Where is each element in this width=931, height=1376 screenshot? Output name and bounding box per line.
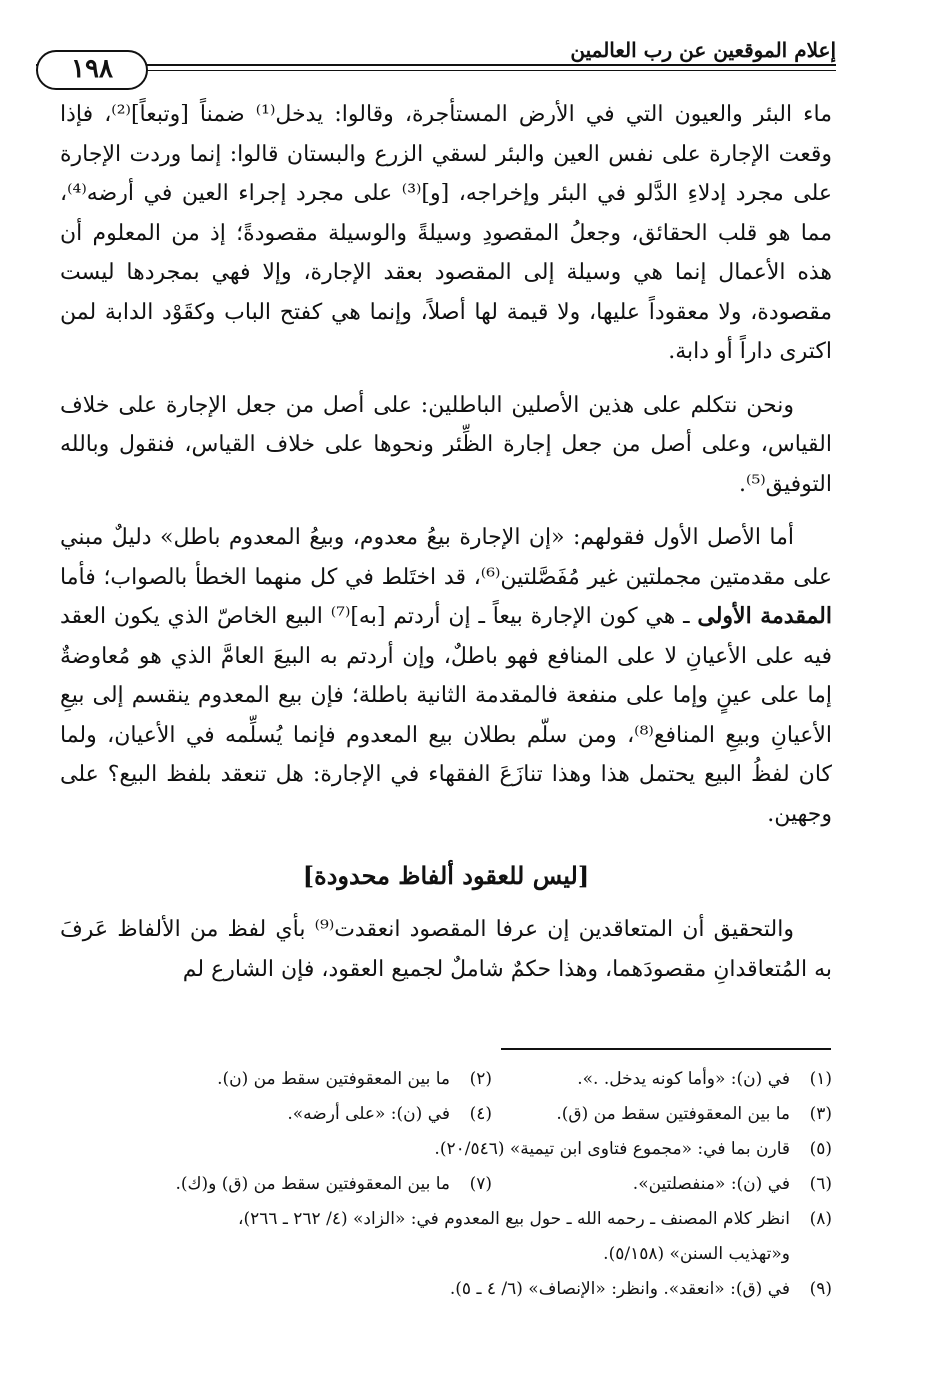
footnote-row xyxy=(60,1202,832,1237)
footnote-2 xyxy=(152,1062,492,1097)
footnote-row xyxy=(60,1167,832,1202)
footnote-separator xyxy=(501,1048,831,1050)
header-rule-thin xyxy=(36,70,836,71)
page-header xyxy=(36,30,836,90)
footnote-text: في (ن): «وأما كونه يدخل. .». xyxy=(577,1069,790,1089)
footnote-text: ما بين المعقوفتين سقط من (ق) و(ك). xyxy=(175,1174,450,1194)
footnote-number: (٤) xyxy=(469,1104,492,1124)
footnote-text: و«تهذيب السنن» (٥/١٥٨). xyxy=(603,1244,790,1264)
footnote-1 xyxy=(492,1062,832,1097)
footnote-number: (٧) xyxy=(469,1174,492,1194)
footnote-number: (٦) xyxy=(809,1174,832,1194)
footnote-7 xyxy=(152,1167,492,1202)
footnote-3 xyxy=(492,1097,832,1132)
footnote-text: في (ن): «منفصلتين». xyxy=(632,1174,790,1194)
footnote-8 xyxy=(60,1202,832,1237)
footnote-number: (٥) xyxy=(809,1139,832,1159)
footnote-row xyxy=(60,1097,832,1132)
paragraph-3 xyxy=(60,518,832,834)
footnote-number: (٢) xyxy=(469,1069,492,1089)
footnote-text: في (ن): «على أرضه». xyxy=(287,1104,450,1124)
footnote-9 xyxy=(60,1272,832,1307)
footnote-row xyxy=(60,1132,832,1167)
paragraph-3-part-b: ـ هي كون الإجارة بيعاً ـ إن أردتم [به]⁽⁷⁾ البيع الخاصّ الذي يكون العقد فيه على الأعيانِ لا على المنافع فهو باطلٌ، وإن أردتم به البيعَ العامَّ الذي هو مُعاوضةٌ إما على عينٍ وإما على منفعة فالمقدمة الثانية باطلة؛ فإن بيع المعدوم ينقسم إلى بيعِ الأعيانِ وبيعِ المنافع⁽⁸⁾، ومن سلّم بطلان بيع المعدوم فإنما يُسلِّمه في الأعيان، ولما كان لفظُ البيع يحتمل هذا وهذا تنازَعَ الفقهاء في الإجارة: هل تنعقد بلفظ البيع؟ على وجهين. xyxy=(60,604,832,827)
footnote-text: في (ق): «انعقد». وانظر: «الإنصاف» (٦/ ٤ ـ ٥). xyxy=(449,1279,790,1299)
footnote-text: قارن بما في: «مجموع فتاوى ابن تيمية» (٢٠/٥٤٦). xyxy=(434,1139,790,1159)
footnote-8-continuation xyxy=(60,1237,832,1272)
paragraph-4: والتحقيق أن المتعاقدين إن عرفا المقصود انعقدت⁽⁹⁾ بأي لفظ من الألفاظ عَرفَ به المُتعاقدانِ مقصودَهما، وهذا حكمٌ شاملٌ لجميع العقود، فإن الشارع لم xyxy=(60,917,832,982)
book-title: إعلام الموقعين عن رب العالمين xyxy=(570,38,836,62)
paragraph-2: ونحن نتكلم على هذين الأصلين الباطلين: على أصل من جعل الإجارة على خلاف القياس، وعلى أصل من جعل إجارة الظِّئر ونحوها على خلاف القياس، فنقول وبالله التوفيق⁽⁵⁾. xyxy=(60,392,832,497)
footnote-text: ما بين المعقوفتين سقط من (ق). xyxy=(556,1104,790,1124)
footnote-6 xyxy=(492,1167,832,1202)
page-number-frame xyxy=(36,50,148,90)
footnote-row xyxy=(60,1062,832,1097)
main-text xyxy=(60,95,832,989)
section-heading: [ليس للعقود ألفاظ محدودة] xyxy=(302,861,590,890)
footnote-text: انظر كلام المصنف ـ رحمه الله ـ حول بيع المعدوم في: «الزاد» (٤/ ٢٦٢ ـ ٢٦٦)، xyxy=(237,1209,790,1229)
footnote-5 xyxy=(60,1132,832,1167)
footnote-number: (٣) xyxy=(809,1104,832,1124)
footnote-text: ما بين المعقوفتين سقط من (ن). xyxy=(217,1069,450,1089)
footnotes xyxy=(60,1062,832,1307)
header-rule xyxy=(36,64,836,66)
paragraph-1: ماء البئر والعيون التي في الأرض المستأجرة، وقالوا: يدخل⁽¹⁾ ضمناً [وتبعاً]⁽²⁾، فإذا وقعت الإجارة على نفس العين والبئر لسقي الزرع والبستان قالوا: إنما وردت الإجارة على مجرد إدلاءِ الدَّلو في البئر وإخراجه، [و]⁽³⁾ على مجرد إجراء العين في أرضه⁽⁴⁾، مما هو قلب الحقائق، وجعلُ المقصودِ وسيلةً والوسيلة مقصودةً؛ إذ من المعلوم أن هذه الأعمال إنما هي وسيلة إلى المقصود بعقد الإجارة، وإلا فهي بمجردها ليست مقصودة، ولا معقوداً عليها، ولا قيمة لها أصلاً، وإنما هي كفتح الباب وكقَوْد الدابة لمن اكترى داراً أو دابة. xyxy=(60,102,833,364)
page-number: ١٩٨ xyxy=(71,54,113,84)
footnote-row xyxy=(60,1272,832,1307)
first-premise-term: المقدمة الأولى xyxy=(697,603,832,629)
paragraph-3-part-a: أما الأصل الأول فقولهم: «إن الإجارة بيعُ معدوم، وبيعُ المعدوم باطل» دليلٌ مبني على مقدمتين مجملتين غير مُفَصَّلتين⁽⁶⁾، قد اختَلط في كل منهما الخطأ بالصواب؛ فأما xyxy=(60,525,832,590)
footnote-number: (٩) xyxy=(809,1279,832,1299)
footnote-number: (٨) xyxy=(809,1209,832,1229)
footnote-4 xyxy=(152,1097,492,1132)
footnote-number: (١) xyxy=(809,1069,832,1089)
